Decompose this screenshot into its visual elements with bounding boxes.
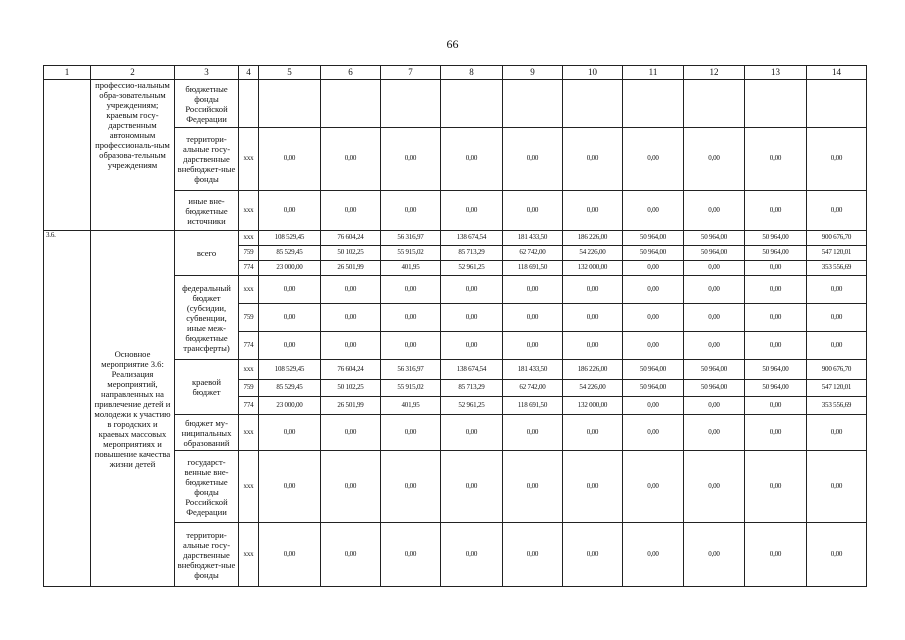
code-cell: ххх xyxy=(239,128,259,191)
column-header: 9 xyxy=(503,66,563,80)
code-cell: ххх xyxy=(239,231,259,246)
column-header: 6 xyxy=(321,66,381,80)
value-cell: 0,00 xyxy=(503,415,563,451)
value-cell xyxy=(441,80,503,128)
value-cell xyxy=(684,80,745,128)
value-cell: 0,00 xyxy=(623,451,684,523)
value-cell: 0,00 xyxy=(623,261,684,276)
value-cell: 0,00 xyxy=(321,451,381,523)
value-cell: 0,00 xyxy=(441,304,503,332)
value-cell: 0,00 xyxy=(503,332,563,360)
value-cell: 353 556,69 xyxy=(807,261,867,276)
source-cell: краевой бюджет xyxy=(175,360,239,415)
value-cell: 26 501,99 xyxy=(321,261,381,276)
table-row xyxy=(44,231,867,246)
value-cell: 0,00 xyxy=(807,523,867,587)
value-cell: 0,00 xyxy=(503,304,563,332)
value-cell: 0,00 xyxy=(684,276,745,304)
value-cell: 56 316,97 xyxy=(381,360,441,380)
value-cell: 353 556,69 xyxy=(807,397,867,415)
value-cell: 0,00 xyxy=(259,304,321,332)
value-cell: 118 691,50 xyxy=(503,397,563,415)
value-cell: 0,00 xyxy=(623,332,684,360)
value-cell: 85 529,45 xyxy=(259,246,321,261)
source-cell: бюджетные фонды Российской Федерации xyxy=(175,80,239,128)
value-cell: 50 964,00 xyxy=(623,231,684,246)
value-cell: 85 529,45 xyxy=(259,380,321,397)
value-cell: 186 226,00 xyxy=(563,231,623,246)
value-cell: 0,00 xyxy=(381,128,441,191)
source-cell: всего xyxy=(175,231,239,276)
value-cell: 50 102,25 xyxy=(321,246,381,261)
code-cell: ххх xyxy=(239,276,259,304)
value-cell: 138 674,54 xyxy=(441,360,503,380)
value-cell: 0,00 xyxy=(807,451,867,523)
column-header: 12 xyxy=(684,66,745,80)
value-cell: 0,00 xyxy=(441,451,503,523)
value-cell: 76 604,24 xyxy=(321,360,381,380)
value-cell: 0,00 xyxy=(503,451,563,523)
value-cell: 401,95 xyxy=(381,261,441,276)
value-cell: 0,00 xyxy=(381,304,441,332)
value-cell: 50 964,00 xyxy=(745,231,807,246)
value-cell: 0,00 xyxy=(807,191,867,231)
value-cell: 0,00 xyxy=(381,332,441,360)
value-cell: 0,00 xyxy=(745,304,807,332)
value-cell xyxy=(321,80,381,128)
value-cell: 0,00 xyxy=(623,415,684,451)
value-cell: 0,00 xyxy=(441,128,503,191)
page-number: 66 xyxy=(446,37,459,51)
value-cell: 52 961,25 xyxy=(441,261,503,276)
value-cell xyxy=(745,80,807,128)
value-cell: 23 000,00 xyxy=(259,261,321,276)
value-cell xyxy=(503,80,563,128)
value-cell: 54 226,00 xyxy=(563,380,623,397)
code-cell: 774 xyxy=(239,332,259,360)
value-cell: 0,00 xyxy=(563,332,623,360)
value-cell: 0,00 xyxy=(321,128,381,191)
value-cell xyxy=(623,80,684,128)
value-cell: 0,00 xyxy=(745,397,807,415)
code-cell: 759 xyxy=(239,380,259,397)
value-cell: 26 501,99 xyxy=(321,397,381,415)
value-cell: 0,00 xyxy=(745,276,807,304)
value-cell: 0,00 xyxy=(259,523,321,587)
value-cell: 54 226,00 xyxy=(563,246,623,261)
value-cell: 0,00 xyxy=(563,523,623,587)
value-cell xyxy=(259,80,321,128)
value-cell: 0,00 xyxy=(684,128,745,191)
code-cell: 759 xyxy=(239,246,259,261)
value-cell: 0,00 xyxy=(259,128,321,191)
value-cell: 0,00 xyxy=(684,332,745,360)
column-header: 14 xyxy=(807,66,867,80)
value-cell: 0,00 xyxy=(684,523,745,587)
value-cell: 62 742,00 xyxy=(503,246,563,261)
column-header: 4 xyxy=(239,66,259,80)
value-cell: 0,00 xyxy=(503,276,563,304)
value-cell: 56 316,97 xyxy=(381,231,441,246)
source-cell: федеральный бюджет (субсидии, субвенции, иные меж-бюджетные трансферты) xyxy=(175,276,239,360)
value-cell: 138 674,54 xyxy=(441,231,503,246)
code-cell: ххх xyxy=(239,523,259,587)
value-cell: 0,00 xyxy=(623,191,684,231)
value-cell: 547 120,01 xyxy=(807,380,867,397)
value-cell: 0,00 xyxy=(684,451,745,523)
value-cell: 0,00 xyxy=(623,128,684,191)
value-cell: 0,00 xyxy=(807,415,867,451)
column-header: 5 xyxy=(259,66,321,80)
measure-cell: Основное мероприятие 3.6: Реализация мероприятий, направленных на привлечение детей и молодежи к участию в городских и краевых массовых мероприятиях и повышение качества жизни детей xyxy=(91,231,175,587)
value-cell: 0,00 xyxy=(563,191,623,231)
value-cell: 186 226,00 xyxy=(563,360,623,380)
value-cell: 401,95 xyxy=(381,397,441,415)
code-cell xyxy=(239,80,259,128)
value-cell: 55 915,02 xyxy=(381,246,441,261)
code-cell: 774 xyxy=(239,261,259,276)
value-cell: 50 964,00 xyxy=(623,380,684,397)
value-cell: 0,00 xyxy=(321,415,381,451)
source-cell: иные вне-бюджетные источники xyxy=(175,191,239,231)
value-cell: 181 433,50 xyxy=(503,231,563,246)
value-cell: 0,00 xyxy=(563,276,623,304)
value-cell: 62 742,00 xyxy=(503,380,563,397)
value-cell: 181 433,50 xyxy=(503,360,563,380)
value-cell: 0,00 xyxy=(321,276,381,304)
value-cell: 0,00 xyxy=(381,415,441,451)
column-header: 3 xyxy=(175,66,239,80)
value-cell: 50 964,00 xyxy=(623,360,684,380)
value-cell: 50 964,00 xyxy=(684,231,745,246)
value-cell: 85 713,29 xyxy=(441,246,503,261)
column-header: 8 xyxy=(441,66,503,80)
value-cell: 0,00 xyxy=(503,523,563,587)
item-number-cell: 3.6. xyxy=(44,231,91,587)
value-cell: 0,00 xyxy=(259,415,321,451)
column-header: 11 xyxy=(623,66,684,80)
value-cell: 0,00 xyxy=(321,332,381,360)
source-cell: территори-альные госу-дарственные внебюджет-ные фонды xyxy=(175,128,239,191)
value-cell: 0,00 xyxy=(321,191,381,231)
column-header: 13 xyxy=(745,66,807,80)
value-cell: 108 529,45 xyxy=(259,360,321,380)
column-header: 7 xyxy=(381,66,441,80)
value-cell: 900 676,70 xyxy=(807,360,867,380)
value-cell: 0,00 xyxy=(563,415,623,451)
budget-table xyxy=(43,65,867,587)
value-cell: 0,00 xyxy=(259,191,321,231)
value-cell: 0,00 xyxy=(745,523,807,587)
value-cell: 0,00 xyxy=(381,191,441,231)
value-cell: 0,00 xyxy=(745,451,807,523)
value-cell: 0,00 xyxy=(684,191,745,231)
item-number-cell xyxy=(44,80,91,231)
value-cell: 0,00 xyxy=(503,191,563,231)
value-cell: 76 604,24 xyxy=(321,231,381,246)
measure-cell: профессио-нальным обра-зовательным учреждениям; краевым госу-дарственным автономным профессиональ-ным образова-тельным учреждениям xyxy=(91,80,175,231)
code-cell: 774 xyxy=(239,397,259,415)
table-body xyxy=(44,66,867,587)
column-header: 2 xyxy=(91,66,175,80)
value-cell: 0,00 xyxy=(381,451,441,523)
value-cell: 0,00 xyxy=(623,523,684,587)
value-cell: 132 000,00 xyxy=(563,397,623,415)
value-cell: 0,00 xyxy=(563,304,623,332)
value-cell: 0,00 xyxy=(807,276,867,304)
value-cell: 0,00 xyxy=(563,451,623,523)
source-cell: бюджет му-ниципальных образований xyxy=(175,415,239,451)
value-cell: 0,00 xyxy=(503,128,563,191)
value-cell: 50 102,25 xyxy=(321,380,381,397)
value-cell: 0,00 xyxy=(259,451,321,523)
value-cell: 52 961,25 xyxy=(441,397,503,415)
value-cell: 0,00 xyxy=(259,276,321,304)
value-cell: 0,00 xyxy=(381,276,441,304)
value-cell: 0,00 xyxy=(745,191,807,231)
value-cell: 23 000,00 xyxy=(259,397,321,415)
value-cell xyxy=(563,80,623,128)
value-cell: 50 964,00 xyxy=(745,360,807,380)
value-cell: 0,00 xyxy=(745,332,807,360)
value-cell: 0,00 xyxy=(684,397,745,415)
value-cell: 0,00 xyxy=(321,304,381,332)
value-cell: 900 676,70 xyxy=(807,231,867,246)
value-cell: 0,00 xyxy=(441,415,503,451)
table-row xyxy=(44,66,867,80)
value-cell: 0,00 xyxy=(623,276,684,304)
value-cell: 0,00 xyxy=(441,523,503,587)
value-cell: 50 964,00 xyxy=(745,380,807,397)
value-cell: 55 915,02 xyxy=(381,380,441,397)
code-cell: ххх xyxy=(239,360,259,380)
code-cell: ххх xyxy=(239,451,259,523)
value-cell: 50 964,00 xyxy=(684,360,745,380)
code-cell: ххх xyxy=(239,191,259,231)
column-header: 1 xyxy=(44,66,91,80)
value-cell: 0,00 xyxy=(381,523,441,587)
value-cell: 0,00 xyxy=(441,332,503,360)
value-cell: 0,00 xyxy=(807,304,867,332)
value-cell: 108 529,45 xyxy=(259,231,321,246)
value-cell: 0,00 xyxy=(807,332,867,360)
value-cell xyxy=(381,80,441,128)
table-row xyxy=(44,80,867,128)
value-cell: 0,00 xyxy=(745,415,807,451)
value-cell: 50 964,00 xyxy=(623,246,684,261)
value-cell: 0,00 xyxy=(807,128,867,191)
value-cell: 118 691,50 xyxy=(503,261,563,276)
column-header: 10 xyxy=(563,66,623,80)
value-cell: 0,00 xyxy=(259,332,321,360)
value-cell: 0,00 xyxy=(623,304,684,332)
value-cell xyxy=(807,80,867,128)
value-cell: 0,00 xyxy=(745,128,807,191)
source-cell: территори-альные госу-дарственные внебюджет-ные фонды xyxy=(175,523,239,587)
value-cell: 0,00 xyxy=(441,276,503,304)
value-cell: 85 713,29 xyxy=(441,380,503,397)
value-cell: 50 964,00 xyxy=(745,246,807,261)
value-cell: 0,00 xyxy=(623,397,684,415)
value-cell: 0,00 xyxy=(684,304,745,332)
value-cell: 0,00 xyxy=(745,261,807,276)
source-cell: государст-венные вне-бюджетные фонды Российской Федерации xyxy=(175,451,239,523)
code-cell: ххх xyxy=(239,415,259,451)
value-cell: 0,00 xyxy=(684,261,745,276)
value-cell: 0,00 xyxy=(684,415,745,451)
value-cell: 547 120,01 xyxy=(807,246,867,261)
code-cell: 759 xyxy=(239,304,259,332)
value-cell: 0,00 xyxy=(441,191,503,231)
value-cell: 50 964,00 xyxy=(684,380,745,397)
value-cell: 0,00 xyxy=(563,128,623,191)
value-cell: 0,00 xyxy=(321,523,381,587)
value-cell: 50 964,00 xyxy=(684,246,745,261)
value-cell: 132 000,00 xyxy=(563,261,623,276)
